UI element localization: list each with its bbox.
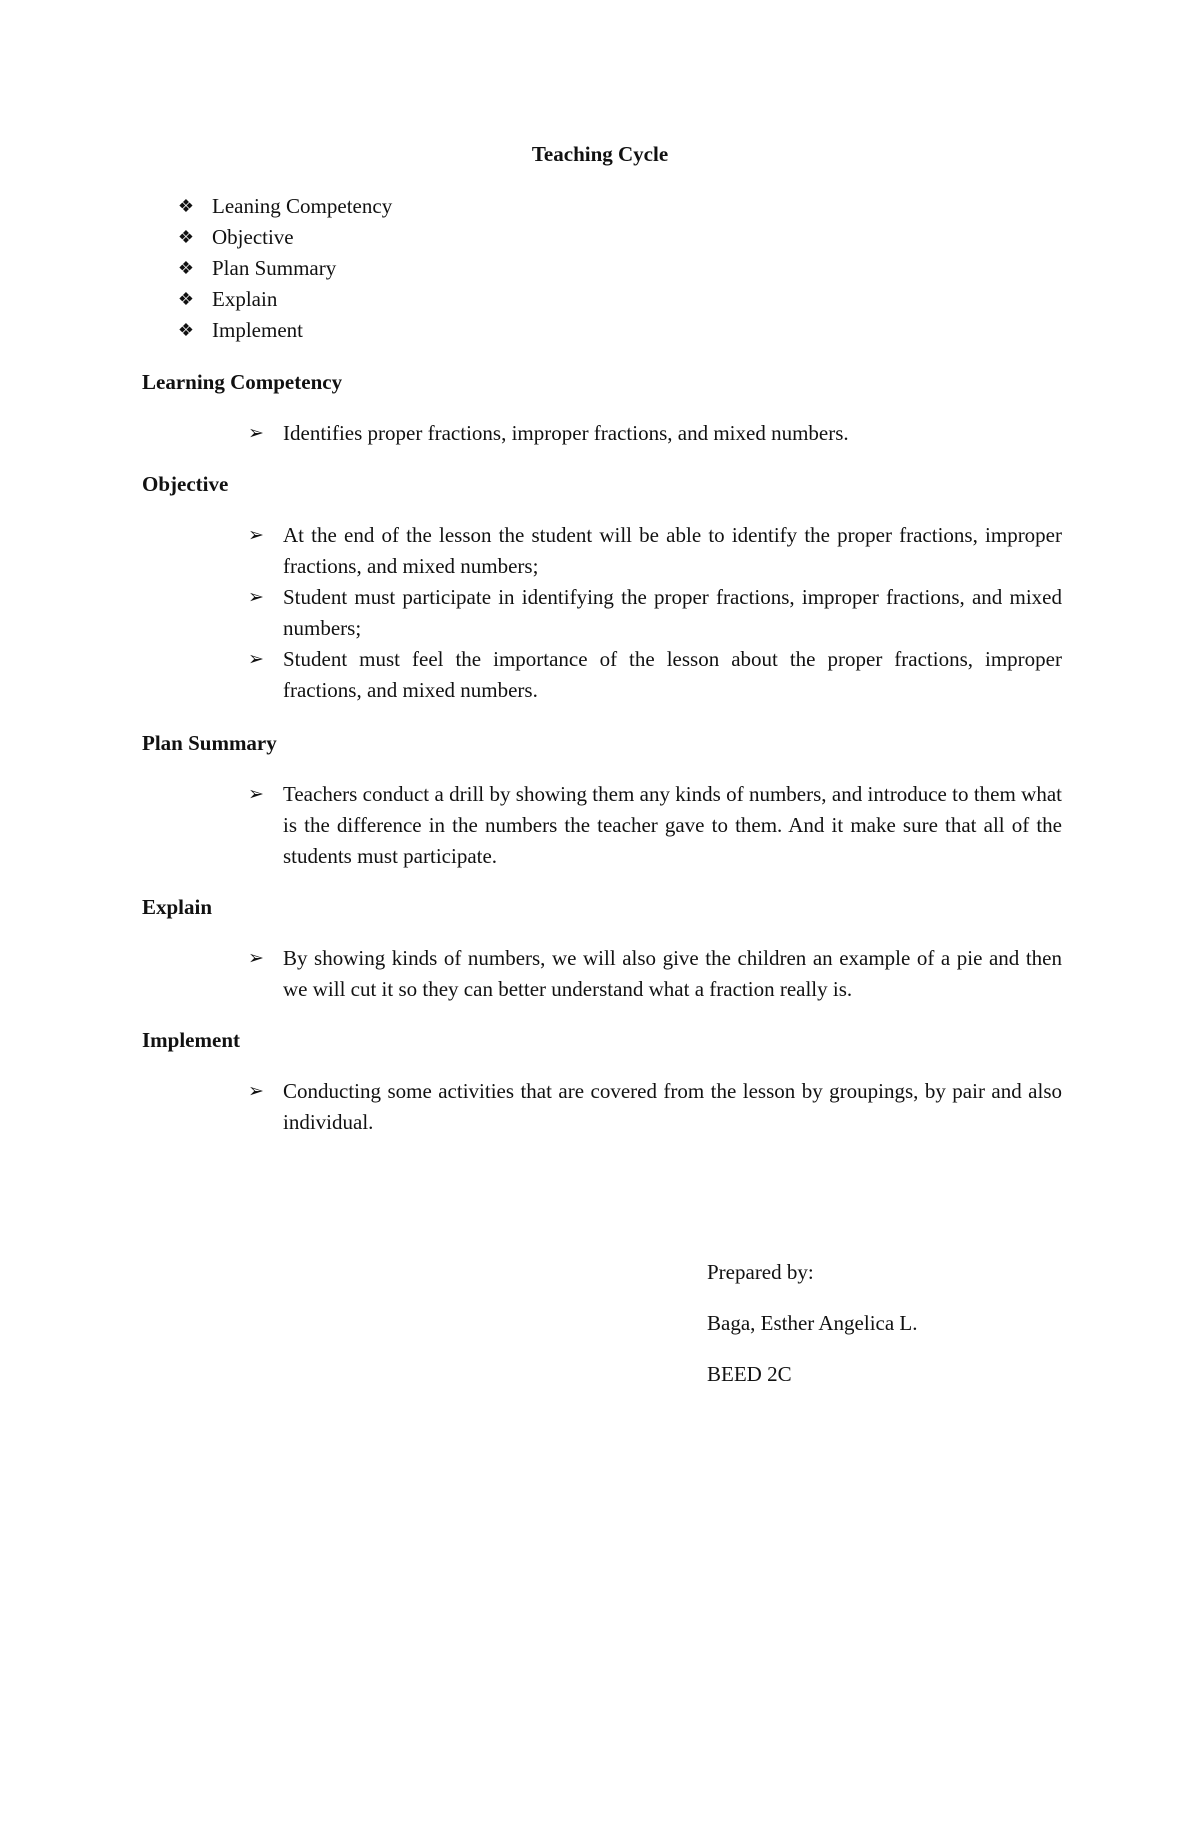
bullet-text: Conducting some activities that are covered from the lesson by groupings, by pair and also individual. (283, 1079, 1062, 1134)
bullet-list (142, 520, 1062, 706)
section-explain (142, 893, 1062, 1005)
topic-label: Explain (212, 287, 278, 311)
topic-label: Objective (212, 225, 294, 249)
document-title: Teaching Cycle (531, 142, 669, 166)
bullet-text: Student must feel the importance of the lesson about the proper fractions, improper fractions, and mixed numbers. (283, 647, 1062, 702)
topic-label: Leaning Competency (212, 194, 393, 218)
bullet-item (142, 1076, 1062, 1138)
topic-label: Plan Summary (212, 256, 337, 280)
bullet-item (142, 582, 1062, 644)
section-heading: Plan Summary (142, 731, 277, 755)
bullet-item (142, 418, 1062, 449)
diamond-bullet-icon: ❖ (177, 227, 195, 247)
section-implement (142, 1026, 1062, 1138)
author-section: BEED 2C (707, 1362, 792, 1386)
section-learning-competency (142, 368, 1062, 449)
prepared-by-label: Prepared by: (707, 1260, 814, 1284)
bullet-item (142, 943, 1062, 1005)
section-objective (142, 470, 1062, 706)
bullet-text: Student must participate in identifying the proper fractions, improper fractions, and mixed numbers; (283, 585, 1062, 640)
bullet-item (142, 779, 1062, 872)
topic-list-item (174, 284, 392, 315)
arrow-bullet-icon: ➢ (248, 784, 264, 805)
topic-list-item (174, 222, 392, 253)
diamond-bullet-icon: ❖ (177, 196, 195, 216)
arrow-bullet-icon: ➢ (248, 525, 264, 546)
bullet-text: By showing kinds of numbers, we will also give the children an example of a pie and then we will cut it so they can better understand what a fraction really is. (283, 946, 1062, 1001)
topic-list-item (174, 191, 392, 222)
bullet-list (142, 943, 1062, 1005)
bullet-text: At the end of the lesson the student will be able to identify the proper fractions, improper fractions, and mixed numbers; (283, 523, 1062, 578)
bullet-list (142, 1076, 1062, 1138)
diamond-bullet-icon: ❖ (177, 258, 195, 278)
topic-list-item (174, 253, 392, 284)
bullet-list (142, 418, 1062, 449)
section-heading: Learning Competency (142, 370, 343, 394)
arrow-bullet-icon: ➢ (248, 649, 264, 670)
bullet-text: Identifies proper fractions, improper fractions, and mixed numbers. (283, 421, 849, 445)
signature-block (707, 1258, 918, 1411)
author-name: Baga, Esther Angelica L. (707, 1311, 918, 1335)
topic-list (174, 191, 392, 346)
diamond-bullet-icon: ❖ (177, 320, 195, 340)
section-heading: Implement (142, 1028, 240, 1052)
topic-label: Implement (212, 318, 303, 342)
section-heading: Objective (142, 472, 229, 496)
arrow-bullet-icon: ➢ (248, 423, 264, 444)
arrow-bullet-icon: ➢ (248, 587, 264, 608)
arrow-bullet-icon: ➢ (248, 948, 264, 969)
bullet-item (142, 520, 1062, 582)
arrow-bullet-icon: ➢ (248, 1081, 264, 1102)
bullet-list (142, 779, 1062, 872)
bullet-text: Teachers conduct a drill by showing them any kinds of numbers, and introduce to them what is the difference in the numbers the teacher gave to them. And it make sure that all of the students must participate. (283, 782, 1062, 868)
topic-list-item (174, 315, 392, 346)
section-heading: Explain (142, 895, 213, 919)
bullet-item (142, 644, 1062, 706)
section-plan-summary (142, 729, 1062, 872)
diamond-bullet-icon: ❖ (177, 289, 195, 309)
